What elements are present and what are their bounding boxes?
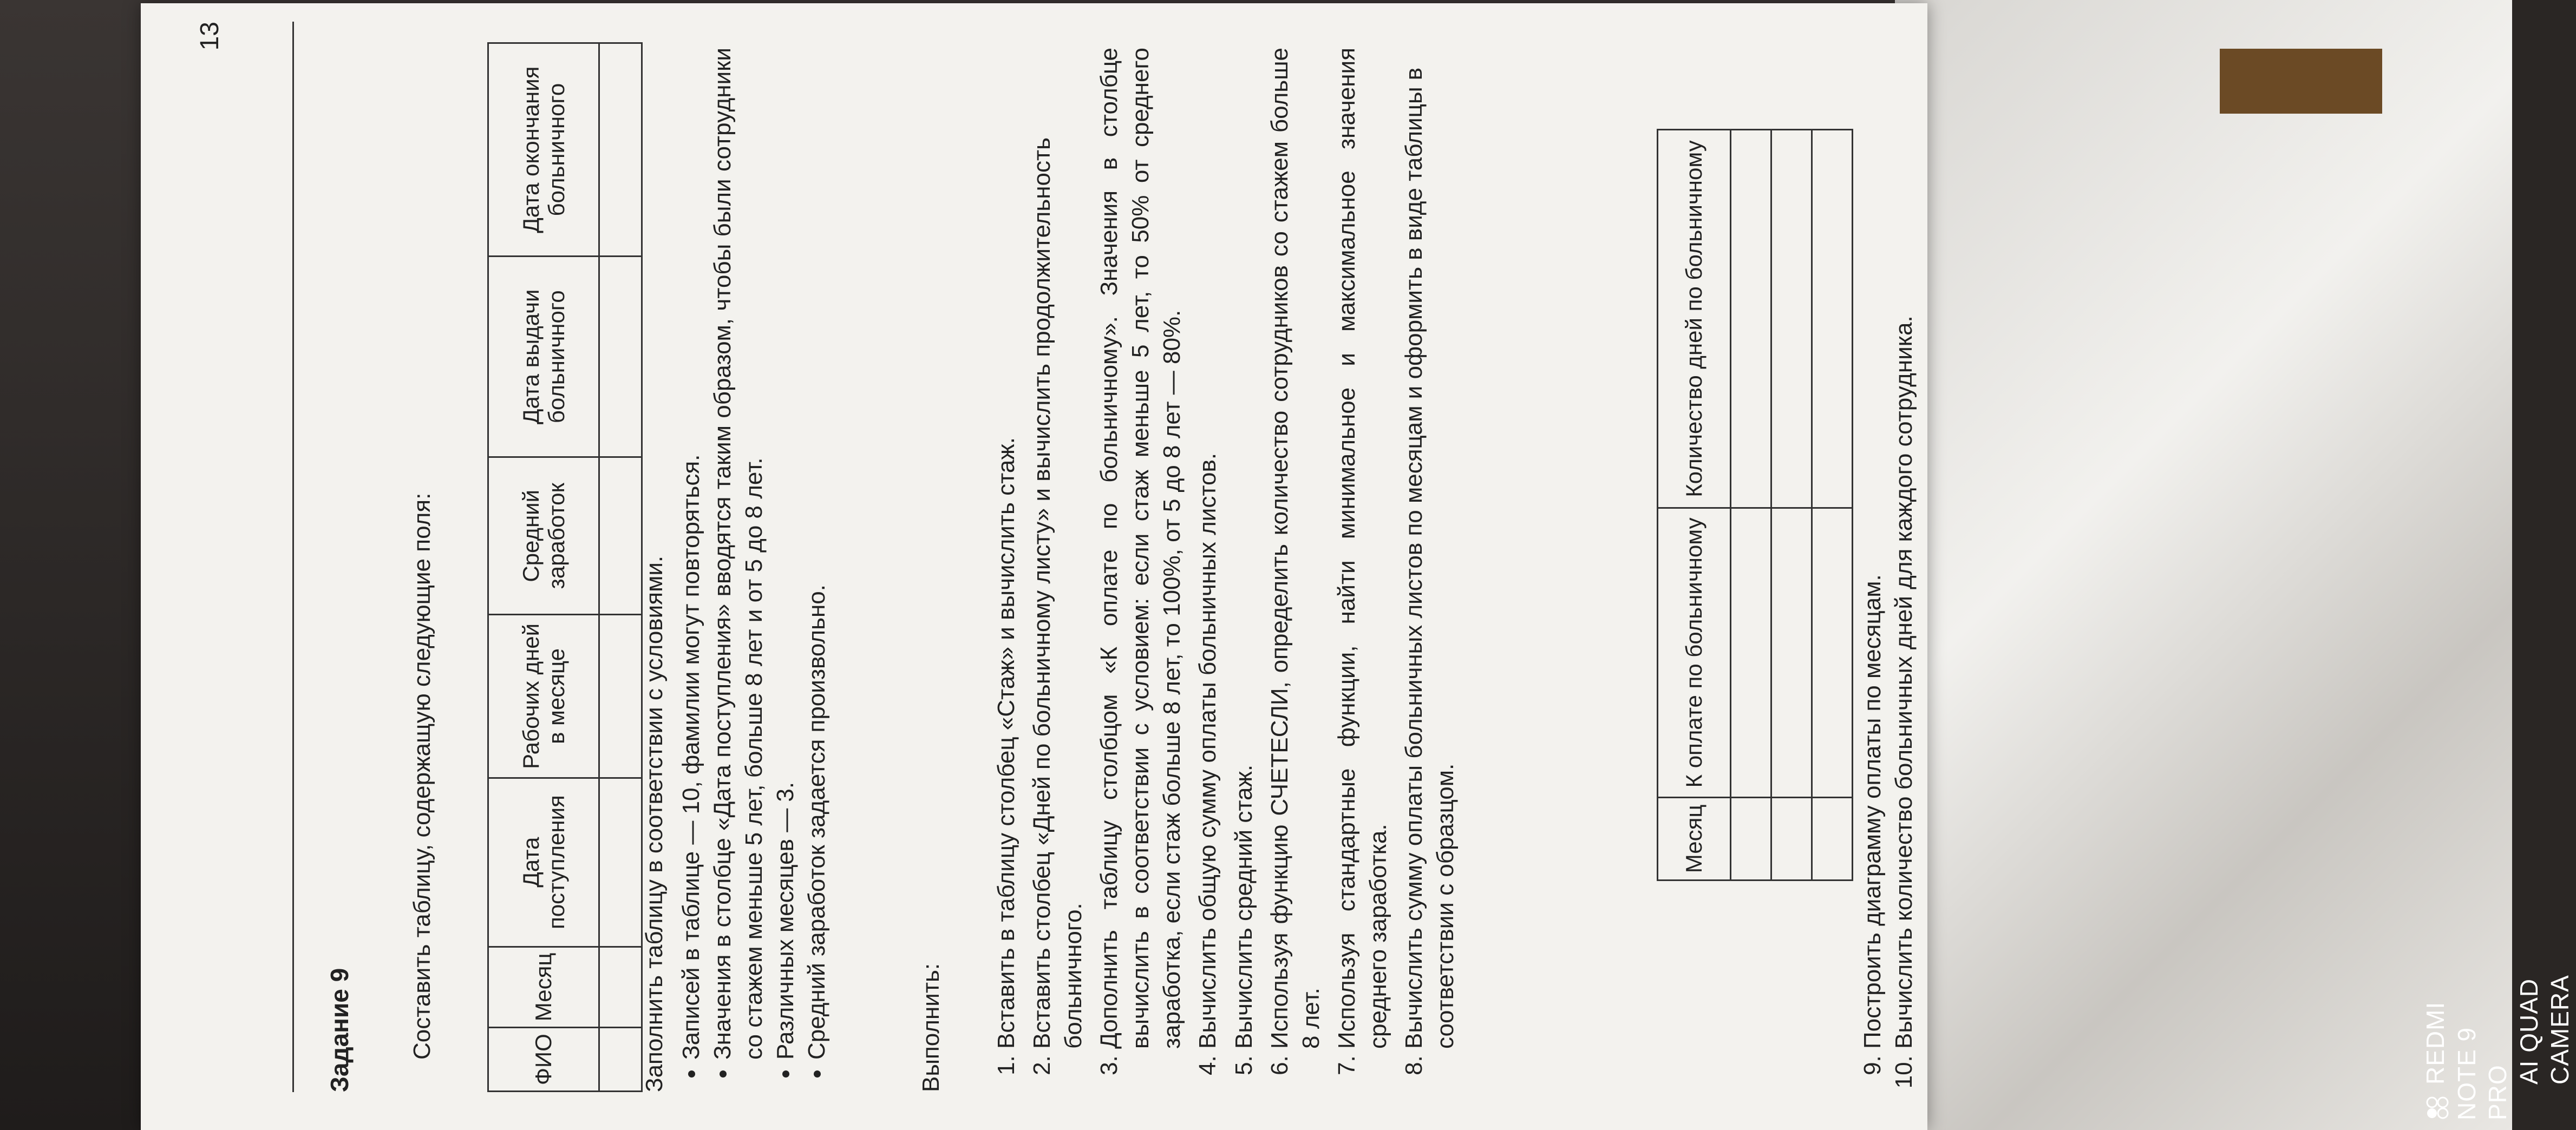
step-item: 8. Вычислить сумму оплаты больничных листов по месяцам и оформить в виде таблицы в соответствии с образцом. — [1398, 48, 1461, 1049]
header-cell: Дата поступления — [488, 778, 599, 947]
empty-cell — [1812, 130, 1853, 508]
months-header-row — [1658, 130, 1731, 881]
header-cell: Рабочих дней в месяце — [488, 615, 599, 778]
watermark-line2: AI QUAD CAMERA — [2514, 975, 2574, 1085]
empty-cell — [1731, 508, 1771, 798]
fields-empty-row — [599, 43, 642, 1092]
header-cell: Месяц — [488, 947, 599, 1028]
header-cell: Средний заработок — [488, 457, 599, 615]
empty-cell — [1771, 508, 1812, 798]
header-cell: Месяц — [1658, 797, 1731, 880]
task-intro: Составить таблицу, содержащую следующие поля: — [409, 492, 435, 1060]
step-item: 2. Вставить столбец «Дней по больничному листу» и вычислить продолжительность больничного. — [1027, 48, 1089, 1049]
months-table — [1657, 129, 1853, 881]
empty-cell — [1771, 797, 1812, 880]
camera-logo-icon — [2425, 1095, 2450, 1120]
background-wood — [2220, 49, 2382, 114]
document-page — [162, 0, 1918, 1130]
fields-table — [487, 42, 643, 1092]
empty-cell — [599, 257, 642, 457]
header-cell: Количество дней по больничному — [1658, 130, 1731, 508]
extra-steps-list — [1857, 48, 1920, 1092]
empty-cell — [599, 947, 642, 1028]
empty-cell — [1812, 508, 1853, 798]
step-item: 4. Вычислить общую сумму оплаты больничных листов. — [1192, 48, 1224, 1049]
step-item: 3. Дополнить таблицу столбцом «К оплате по больничному». Значения в столбце вычислить в соответствии с условием: если стаж меньше 5 лет, то 50% от среднего заработка, если стаж больше 8 лет, то 100%, от 5 до 8 лет — 80%. — [1094, 48, 1188, 1049]
background-fabric — [1895, 0, 2512, 1130]
condition-item: • Различных месяцев — 3. — [770, 48, 801, 1060]
empty-cell — [1812, 797, 1853, 880]
empty-cell — [599, 457, 642, 615]
condition-item: • Записей в таблице — 10, фамилии могут повторяться. — [676, 48, 707, 1060]
execute-label: Выполнить: — [918, 963, 944, 1092]
camera-watermark — [2420, 975, 2576, 1120]
header-cell: ФИО — [488, 1028, 599, 1092]
condition-item: • Значения в столбце «Дата поступления» вводятся таким образом, чтобы были сотрудники со стажем меньше 5 лет, больше 8 лет и от 5 до 8 лет. — [707, 48, 770, 1060]
empty-cell — [1731, 797, 1771, 880]
header-rule — [292, 22, 294, 1092]
condition-item: • Средний заработок задается произвольно. — [801, 48, 833, 1060]
watermark-line1: REDMI NOTE 9 PRO — [2421, 1001, 2512, 1120]
header-cell: К оплате по больничному — [1658, 508, 1731, 798]
step-item: 6. Используя функцию СЧЕТЕСЛИ, определить количество сотрудников со стажем больше 8 лет. — [1264, 48, 1327, 1049]
conditions-list — [676, 48, 833, 1092]
months-empty-row — [1812, 130, 1853, 881]
empty-cell — [599, 778, 642, 947]
task-title: Задание 9 — [325, 968, 354, 1092]
step-item: 10. Вычислить количество больничных дней для каждого сотрудника. — [1888, 48, 1920, 1049]
empty-cell — [599, 615, 642, 778]
empty-cell — [599, 43, 642, 257]
step-item: 9. Построить диаграмму оплаты по месяцам. — [1857, 48, 1888, 1049]
empty-cell — [1771, 130, 1812, 508]
steps-block — [991, 48, 1466, 1092]
months-empty-row — [1771, 130, 1812, 881]
empty-cell — [599, 1028, 642, 1092]
fields-header-row — [488, 43, 599, 1092]
step-item: 7. Используя стандартные функции, найти минимальное и максимальное значения среднего заработка. — [1331, 48, 1394, 1049]
conditions-block — [639, 48, 833, 1092]
page-number: 13 — [195, 22, 224, 51]
step-item: 1. Вставить в таблицу столбец «Стаж» и вычислить стаж. — [991, 48, 1022, 1049]
header-cell: Дата окончания больничного — [488, 43, 599, 257]
steps-list — [991, 48, 1461, 1092]
conditions-intro: Заполнить таблицу в соответствии с условиями. — [641, 555, 668, 1092]
months-empty-row — [1731, 130, 1771, 881]
empty-cell — [1731, 130, 1771, 508]
extra-steps-block — [1857, 48, 1920, 1092]
step-item: 5. Вычислить средний стаж. — [1228, 48, 1260, 1049]
header-cell: Дата выдачи больничного — [488, 257, 599, 457]
